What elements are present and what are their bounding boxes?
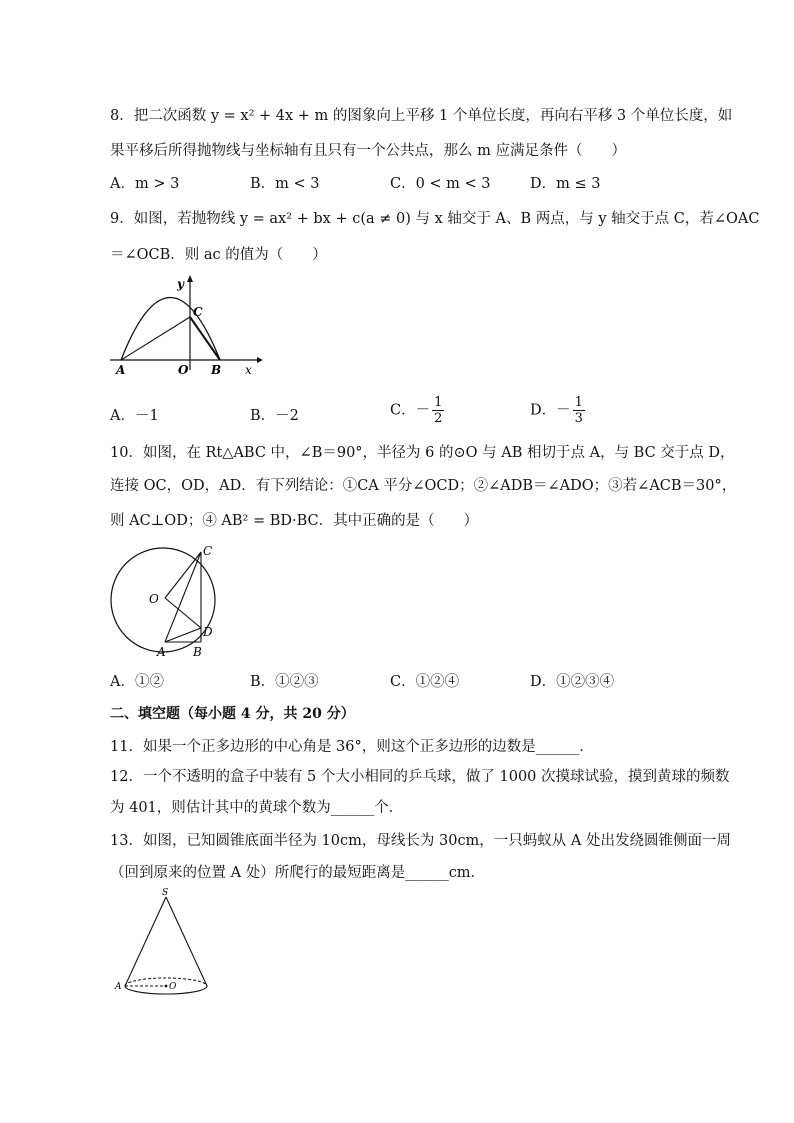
q9-option-c-prefix: C．－ [390, 402, 431, 419]
q8-option-c: C．0 < m < 3 [390, 176, 491, 192]
label-s: S [162, 888, 169, 898]
q9-option-a: A．－1 [110, 408, 159, 424]
segment-ac [165, 552, 201, 642]
segment-oc [165, 552, 201, 598]
fraction-one-third: $\frac{1}{3}$ [574, 395, 583, 426]
segment-ac [121, 317, 190, 360]
fraction-one-half: $\frac{1}{2}$ [434, 395, 443, 426]
y-axis-arrow [187, 275, 193, 282]
label-d: D [203, 625, 213, 639]
q8-option-b: B．m < 3 [250, 176, 320, 192]
q13-cone-figure [112, 885, 212, 1000]
q11-text: 11．如果一个正多边形的中心角是 36°，则这个正多边形的边数是______． [110, 739, 594, 755]
label-a: A [157, 645, 166, 659]
label-c: C [203, 544, 213, 558]
q8-option-a: A．m > 3 [110, 176, 180, 192]
q9-line2: ＝∠OCB．则 ac 的值为（ ） [110, 247, 327, 263]
q8-option-d: D．m ≤ 3 [530, 176, 601, 192]
x-axis-arrow [257, 357, 263, 363]
q9-line1: 9．如图，若抛物线 y = ax² + bx + c(a ≠ 0) 与 x 轴交于 A、B 两点，与 y 轴交于点 C，若∠OAC [110, 211, 760, 227]
label-b: B [193, 645, 202, 659]
label-y: y [177, 277, 184, 291]
q8-line1: 8．把二次函数 y = x² + 4x + m 的图象向上平移 1 个单位长度，再向右平移 3 个单位长度，如 [110, 108, 733, 124]
q12-line1: 12．一个不透明的盒子中装有 5 个大小相同的乒乓球，做了 1000 次摸球试验，摸到黄球的频数 [110, 769, 730, 785]
q9-option-d-prefix: D．－ [530, 402, 571, 419]
label-c: C [193, 305, 203, 319]
label-a: A [115, 982, 122, 992]
q9-option-c [390, 396, 444, 425]
label-b: B [211, 363, 222, 377]
section-title: 二、填空题（每小题 4 分，共 20 分） [110, 706, 355, 722]
q10-line1: 10．如图，在 Rt△ABC 中，∠B＝90°，半径为 6 的⊙O 与 AB 相切于点 A，与 BC 交于点 D， [110, 445, 735, 461]
q13-line1: 13．如图，已知圆锥底面半径为 10cm，母线长为 30cm，一只蚂蚁从 A 处出发绕圆锥侧面一周 [110, 833, 731, 849]
circle-o [111, 548, 215, 652]
cone-center-point [165, 985, 168, 988]
q9-parabola-figure [105, 270, 270, 380]
label-o: O [169, 982, 177, 992]
q10-option-a: A．①② [110, 674, 164, 690]
cone-left-generatrix [125, 897, 166, 986]
q13-line2: （回到原来的位置 A 处）所爬行的最短距离是______cm． [110, 865, 486, 881]
q9-option-b: B．－2 [250, 408, 299, 424]
q8-line2: 果平移后所得抛物线与坐标轴有且只有一个公共点，那么 m 应满足条件（ ） [110, 143, 626, 159]
q10-line2: 连接 OC，OD，AD．有下列结论：①CA 平分∠OCD；②∠ADB＝∠ADO；③若∠ACB＝30°， [110, 478, 737, 494]
q10-option-b: B．①②③ [250, 674, 319, 690]
q9-option-d [530, 396, 585, 425]
q10-option-d: D．①②③④ [530, 674, 615, 690]
segment-cb [190, 317, 220, 360]
q10-option-c: C．①②④ [390, 674, 460, 690]
q10-circle-figure [105, 538, 230, 663]
q12-line2: 为 401，则估计其中的黄球个数为______个． [110, 800, 404, 816]
segment-od [165, 598, 201, 628]
label-o: O [178, 363, 189, 377]
label-o: O [149, 592, 159, 606]
q10-line3: 则 AC⊥OD；④ AB² = BD·BC．其中正确的是（ ） [110, 513, 479, 529]
cone-right-generatrix [166, 897, 207, 986]
label-x: x [245, 363, 252, 377]
label-a: A [116, 363, 126, 377]
